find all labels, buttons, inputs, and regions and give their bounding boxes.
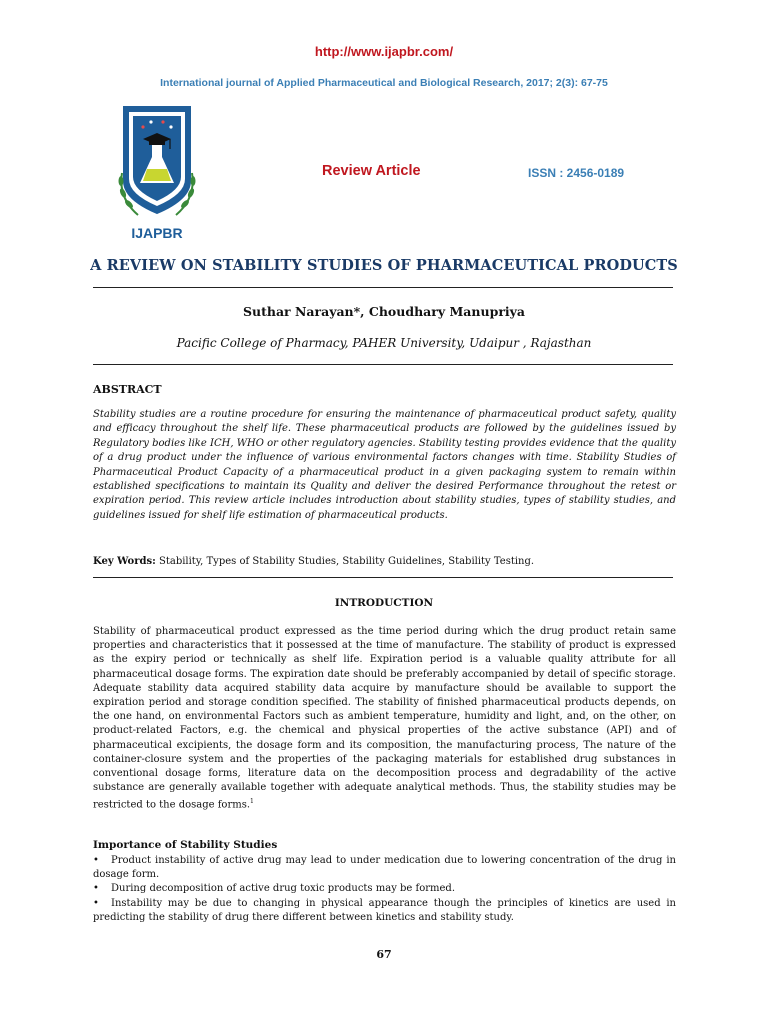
- keywords-divider: [93, 577, 673, 578]
- introduction-body: Stability of pharmaceutical product expressed as the time period during which the drug product retain same properties and characteristics that it possessed at the time of manufacture. The stability of product is expressed as the expiry period or technically as shelf life. Expiration period is a valuable quality attribute for all pharmaceutical dosage forms. The expiration date should be preferably accompanied by detail of specific storage. Adequate stability data acquired stability data acquire by manufacture should be available to support the expiration period and storage condition specified. The stability of finished pharmaceutical products depends, on the one hand, on environmental Factors such as ambient temperature, humidity and light, and, on the other, on product-related Factors, e.g. the chemical and physical properties of the active substance (API) and of pharmaceutical excipients, the dosage form and its composition, the manufacturing process, The nature of the container-closure system and the properties of the packaging materials for established drug substances in conventional dosage forms, literature data on the decomposition process and degradability of the active substance are generally available together with adequate analytical methods. Thus, the stability studies may be restricted to the dosage forms.: [93, 626, 676, 811]
- journal-url[interactable]: http://www.ijapbr.com/: [314, 44, 454, 59]
- keywords-label: Key Words:: [93, 556, 156, 567]
- reference-marker[interactable]: 1: [250, 798, 254, 806]
- importance-list: [93, 854, 676, 925]
- title-divider: [93, 287, 673, 288]
- affiliation-divider: [93, 364, 673, 365]
- article-authors: Suthar Narayan*, Choudhary Manupriya: [242, 304, 526, 319]
- list-item-text: Product instability of active drug may lead to under medication due to lowering concentration of the drug in dosage form.: [93, 855, 676, 881]
- keywords-text: Stability, Types of Stability Studies, Stability Guidelines, Stability Testing.: [158, 556, 535, 567]
- introduction-heading: INTRODUCTION: [334, 597, 434, 609]
- bullet-icon: •: [93, 883, 99, 895]
- list-item: [93, 897, 676, 925]
- page-number: 67: [376, 948, 392, 961]
- list-item-text: During decomposition of active drug toxic products may be formed.: [111, 883, 455, 895]
- list-item: [93, 854, 676, 882]
- bullet-icon: •: [93, 897, 99, 909]
- article-type-label: Review Article: [322, 163, 421, 179]
- issn-label: ISSN : 2456-0189: [528, 166, 625, 180]
- journal-logo: [118, 103, 196, 243]
- list-item-text: Instability may be due to changing in physical appearance though the principles of kinetics are used in predicting the stability of drug there different between kinetics and stability study.: [93, 897, 676, 923]
- author-affiliation: Pacific College of Pharmacy, PAHER University, Udaipur , Rajasthan: [176, 336, 592, 350]
- abstract-heading: ABSTRACT: [93, 383, 162, 396]
- bullet-icon: •: [93, 855, 99, 866]
- list-item: [93, 882, 676, 896]
- introduction-text: [93, 625, 676, 813]
- abstract-text: Stability studies are a routine procedure for ensuring the maintenance of pharmaceutical product safety, quality and efficacy throughout the shelf life. These pharmaceutical products are followed by the guidelines issued by Regulatory bodies like ICH, WHO or other regulatory agencies. Stability testing provides evidence that the quality of a drug product under the influence of various environmental factors changes with time. Stability Studies of Pharmaceutical Product Capacity of a pharmaceutical product in a given packaging system to remain within established specifications to maintain its Quality and deliver the desired Performance throughout the retest or expiration period. This review article includes introduction about stability studies, types of stability studies, and guidelines issued for shelf life estimation of pharmaceutical products.: [93, 409, 676, 521]
- keywords: [93, 556, 676, 567]
- logo-text: IJAPBR: [131, 225, 183, 241]
- journal-citation: International journal of Applied Pharmaceutical and Biological Research, 2017; 2(3): 67-75: [160, 77, 608, 89]
- importance-heading: Importance of Stability Studies: [93, 839, 278, 851]
- article-title: A REVIEW ON STABILITY STUDIES OF PHARMACEUTICAL PRODUCTS: [90, 257, 678, 274]
